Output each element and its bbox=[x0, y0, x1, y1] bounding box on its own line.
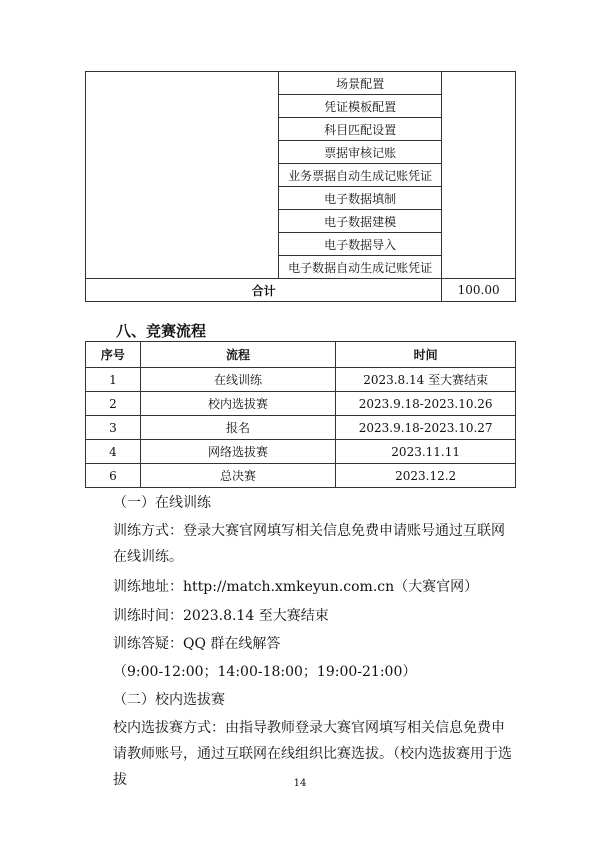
item-cell: 电子数据自动生成记账凭证 bbox=[278, 256, 441, 279]
row-time: 2023.8.14 至大赛结束 bbox=[336, 368, 516, 392]
row-no: 2 bbox=[86, 392, 141, 416]
section-heading: 八、竞赛流程 bbox=[116, 322, 207, 340]
table-row bbox=[86, 392, 516, 416]
item-cell: 票据审核记账 bbox=[278, 141, 441, 164]
row-process: 报名 bbox=[140, 416, 336, 440]
table-row bbox=[86, 368, 516, 392]
paragraph: （9:00-12:00；14:00-18:00；19:00-21:00） bbox=[113, 664, 417, 680]
subsection-title: （二）校内选拔赛 bbox=[113, 692, 225, 708]
paragraph: 训练时间：2023.8.14 至大赛结束 bbox=[113, 608, 329, 624]
row-process: 在线训练 bbox=[140, 368, 336, 392]
row-time: 2023.11.11 bbox=[336, 440, 516, 464]
item-cell: 业务票据自动生成记账凭证 bbox=[278, 164, 441, 187]
blank-cell bbox=[86, 72, 279, 279]
row-process: 网络选拔赛 bbox=[140, 440, 336, 464]
header-time: 时间 bbox=[336, 342, 516, 368]
item-cell: 电子数据导入 bbox=[278, 233, 441, 256]
row-time: 2023.12.2 bbox=[336, 464, 516, 488]
header-process: 流程 bbox=[140, 342, 336, 368]
blank-cell bbox=[442, 72, 516, 279]
item-cell: 电子数据建模 bbox=[278, 210, 441, 233]
item-cell: 场景配置 bbox=[278, 72, 441, 95]
row-no: 3 bbox=[86, 416, 141, 440]
paragraph: 训练方式：登录大赛官网填写相关信息免费申请账号通过互联网在线训练。 bbox=[113, 523, 505, 565]
table-row bbox=[86, 416, 516, 440]
row-time: 2023.9.18-2023.10.27 bbox=[336, 416, 516, 440]
paragraph: 训练答疑：QQ 群在线解答 bbox=[113, 636, 281, 652]
row-no: 4 bbox=[86, 440, 141, 464]
total-label: 合计 bbox=[86, 279, 442, 302]
header-no: 序号 bbox=[86, 342, 141, 368]
item-cell: 凭证模板配置 bbox=[278, 95, 441, 118]
row-process: 校内选拔赛 bbox=[140, 392, 336, 416]
paragraph: 训练地址：http://match.xmkeyun.com.cn（大赛官网） bbox=[113, 579, 479, 595]
page-number: 14 bbox=[293, 778, 307, 789]
item-cell: 电子数据填制 bbox=[278, 187, 441, 210]
row-process: 总决赛 bbox=[140, 464, 336, 488]
paragraph: 校内选拔赛方式：由指导教师登录大赛官网填写相关信息免费申请教师账号，通过互联网在线组织比赛选拔。（校内选拔赛用于选拔 bbox=[113, 720, 512, 788]
total-value: 100.00 bbox=[442, 279, 516, 302]
row-no: 6 bbox=[86, 464, 141, 488]
row-no: 1 bbox=[86, 368, 141, 392]
row-time: 2023.9.18-2023.10.26 bbox=[336, 392, 516, 416]
item-cell: 科目匹配设置 bbox=[278, 118, 441, 141]
table-row bbox=[86, 464, 516, 488]
subsection-title: （一）在线训练 bbox=[113, 495, 211, 511]
scoring-table bbox=[85, 71, 516, 302]
flow-table bbox=[85, 341, 516, 488]
table-row bbox=[86, 440, 516, 464]
